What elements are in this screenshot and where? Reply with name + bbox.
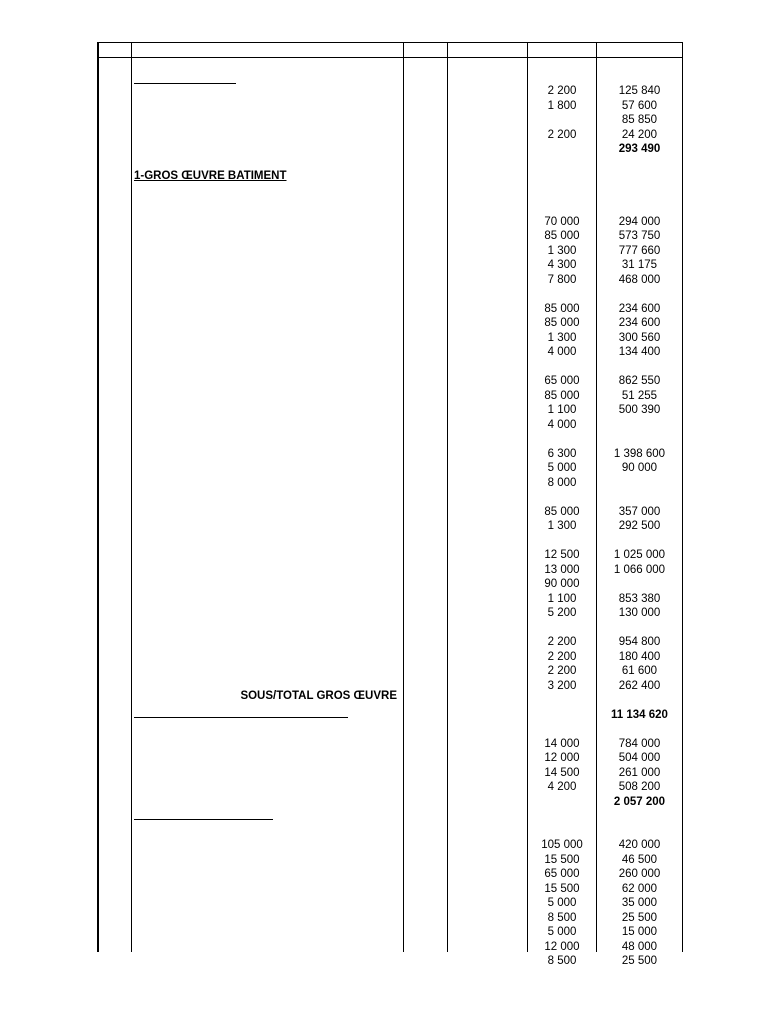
table-cell: 234 600	[618, 317, 661, 329]
table-cell: 134 400	[618, 346, 661, 358]
table-cell: 1 100	[547, 592, 577, 605]
table-cell	[528, 157, 596, 172]
table-cell: 1 800	[547, 99, 577, 112]
table-cell: 25 500	[621, 955, 658, 967]
amount-column	[597, 84, 682, 969]
column-border	[403, 42, 404, 952]
table-cell: 13 000	[544, 563, 580, 576]
table-cell: 24 200	[621, 128, 658, 141]
table-cell: 85 850	[621, 114, 658, 126]
table-cell: 293 490	[618, 143, 661, 155]
table-cell	[528, 534, 596, 549]
table-cell: 12 000	[544, 752, 580, 764]
table-cell: 954 800	[618, 636, 661, 648]
table-cell	[597, 157, 682, 172]
table-cell: 180 400	[618, 650, 661, 663]
table-cell	[597, 577, 682, 592]
table-cell	[528, 795, 596, 810]
table-cell	[597, 490, 682, 505]
table-cell	[597, 476, 682, 491]
table-cell: 90 000	[621, 462, 658, 474]
header-row-bottom-border	[97, 57, 682, 58]
table-cell: 2 200	[547, 636, 577, 648]
table-cell: 4 200	[547, 781, 577, 793]
table-cell: 65 000	[544, 375, 580, 387]
table-cell: 3 200	[547, 679, 577, 692]
table-cell: 784 000	[618, 737, 661, 750]
table-cell	[597, 287, 682, 302]
table-cell: 777 660	[618, 244, 661, 257]
table-cell: 234 600	[618, 302, 661, 315]
column-border	[131, 42, 132, 952]
table-cell: 51 255	[621, 389, 658, 402]
table-cell: 11 134 620	[611, 708, 668, 721]
table-cell: 5 000	[547, 462, 577, 474]
table-cell: 500 390	[618, 404, 661, 416]
table-cell	[528, 708, 596, 723]
table-cell	[528, 722, 596, 737]
column-border	[447, 42, 448, 952]
table-cell: 2 200	[547, 665, 577, 677]
table-cell: 1 300	[547, 520, 577, 532]
table-cell	[528, 171, 596, 186]
table-cell: 12 000	[544, 940, 580, 953]
table-cell	[597, 621, 682, 636]
table-cell: 5 000	[547, 897, 577, 909]
table-cell	[597, 418, 682, 433]
table-cell: 70 000	[544, 215, 580, 228]
table-cell: 261 000	[618, 766, 661, 779]
table-cell: 85 000	[544, 389, 580, 402]
table-cell: 1 398 600	[613, 447, 666, 460]
table-cell: 292 500	[618, 520, 661, 532]
table-cell: 2 200	[547, 650, 577, 663]
table-cell: 4 300	[547, 259, 577, 271]
table-cell: 1 100	[547, 404, 577, 416]
table-cell: 8 500	[547, 911, 577, 924]
table-cell: 4 000	[547, 418, 577, 431]
table-cell: 15 500	[544, 853, 580, 866]
column-border	[682, 42, 683, 952]
table-cell: 15 000	[621, 926, 658, 938]
table-cell: 8 000	[547, 476, 577, 489]
table-cell: 61 600	[621, 665, 658, 677]
quantity-column	[528, 84, 596, 969]
table-cell	[597, 186, 682, 201]
table-cell: 5 000	[547, 926, 577, 938]
table-cell: 105 000	[541, 839, 583, 851]
section-title-gros-oeuvre: 1-GROS ŒUVRE BATIMENT	[134, 170, 287, 182]
table-cell	[528, 360, 596, 375]
table-cell	[597, 722, 682, 737]
table-cell	[597, 200, 682, 215]
table-cell: 65 000	[544, 868, 580, 880]
table-cell: 8 500	[547, 955, 577, 967]
table-cell: 57 600	[621, 99, 658, 112]
table-cell: 1 300	[547, 244, 577, 257]
table-cell: 7 800	[547, 273, 577, 286]
table-cell: 6 300	[547, 447, 577, 460]
table-cell: 262 400	[618, 679, 661, 692]
table-cell: 5 200	[547, 607, 577, 619]
table-cell	[528, 824, 596, 839]
table-cell	[528, 809, 596, 824]
table-cell: 14 500	[544, 766, 580, 779]
table-cell: 85 000	[544, 230, 580, 242]
table-cell: 85 000	[544, 505, 580, 518]
table-cell: 357 000	[618, 505, 661, 518]
table-cell	[597, 171, 682, 186]
table-cell: 468 000	[618, 273, 661, 286]
table-cell: 130 000	[618, 607, 661, 619]
table-cell	[528, 490, 596, 505]
table-cell	[528, 186, 596, 201]
table-cell	[528, 142, 596, 157]
table-cell: 853 380	[618, 592, 661, 605]
table-cell	[597, 360, 682, 375]
table-cell	[528, 287, 596, 302]
table-cell: 48 000	[621, 940, 658, 953]
table-cell	[597, 809, 682, 824]
table-cell	[597, 534, 682, 549]
table-cell: 85 000	[544, 317, 580, 329]
table-cell	[597, 432, 682, 447]
table-cell: 62 000	[621, 882, 658, 895]
table-cell: 31 175	[621, 259, 658, 271]
table-cell: 862 550	[618, 375, 661, 387]
section-underline	[134, 717, 348, 718]
table-cell: 90 000	[544, 578, 580, 590]
table-cell: 420 000	[618, 839, 661, 851]
column-border	[97, 42, 99, 952]
section-underline	[134, 819, 273, 820]
table-cell: 125 840	[618, 85, 661, 97]
table-cell: 35 000	[621, 897, 658, 909]
table-cell	[528, 432, 596, 447]
table-cell: 300 560	[618, 331, 661, 344]
table-cell	[597, 824, 682, 839]
subtotal-label: SOUS/TOTAL GROS ŒUVRE	[240, 690, 397, 702]
table-cell: 15 500	[544, 882, 580, 895]
table-cell: 2 057 200	[613, 795, 666, 808]
table-cell: 46 500	[621, 853, 658, 866]
table-cell	[528, 200, 596, 215]
table-cell	[528, 113, 596, 128]
table-cell: 1 025 000	[613, 549, 666, 561]
table-cell: 260 000	[618, 868, 661, 880]
table-cell: 2 200	[547, 85, 577, 97]
table-cell: 1 066 000	[613, 563, 666, 576]
table-cell: 573 750	[618, 230, 661, 242]
table-cell: 14 000	[544, 737, 580, 750]
table-cell	[528, 621, 596, 636]
table-cell: 25 500	[621, 911, 658, 924]
table-cell: 4 000	[547, 346, 577, 358]
table-cell: 85 000	[544, 302, 580, 315]
table-cell: 294 000	[618, 215, 661, 228]
table-cell	[597, 693, 682, 708]
section-underline	[134, 83, 236, 84]
table-cell: 508 200	[618, 781, 661, 793]
table-cell: 12 500	[544, 549, 580, 561]
table-cell: 2 200	[547, 128, 577, 141]
table-cell	[528, 693, 596, 708]
table-cell: 504 000	[618, 752, 661, 764]
table-top-border	[97, 42, 682, 43]
table-cell: 1 300	[547, 331, 577, 344]
